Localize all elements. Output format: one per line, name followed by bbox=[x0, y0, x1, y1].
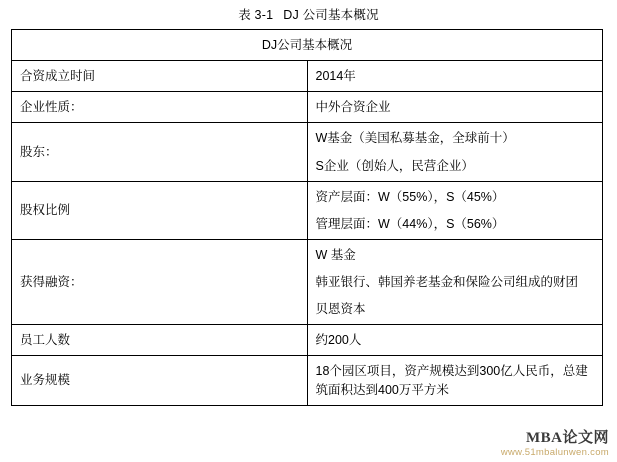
table-caption-text: DJ 公司基本概况 bbox=[283, 8, 379, 22]
row-label: 获得融资： bbox=[12, 239, 308, 324]
row-label: 业务规模 bbox=[12, 356, 308, 405]
row-value-line: W基金（美国私募基金，全球前十） bbox=[315, 131, 515, 146]
row-label: 合资成立时间 bbox=[12, 61, 308, 92]
row-value-line: 2014年 bbox=[315, 69, 356, 84]
row-value bbox=[307, 325, 603, 356]
table-caption-number: 表 3-1 bbox=[238, 8, 274, 22]
row-value bbox=[307, 239, 603, 324]
row-value-line: 管理层面：W（44%），S（56%） bbox=[315, 216, 505, 231]
row-value-line: 18个园区项目，资产规模达到300亿人民币，总建筑面积达到400万平方米 bbox=[315, 364, 588, 397]
table-header-cell: DJ公司基本概况 bbox=[12, 30, 603, 61]
company-overview-table bbox=[11, 29, 603, 406]
table-row bbox=[12, 61, 603, 92]
watermark-url: www.51mbalunwen.com bbox=[500, 447, 609, 459]
row-label: 企业性质： bbox=[12, 92, 308, 123]
table-row bbox=[12, 92, 603, 123]
site-watermark bbox=[501, 431, 609, 458]
row-value bbox=[307, 61, 603, 92]
table-row bbox=[12, 356, 603, 405]
row-value bbox=[307, 356, 603, 405]
row-label: 股权比例 bbox=[12, 181, 308, 239]
row-value-line: 约200人 bbox=[315, 333, 362, 348]
table-row bbox=[12, 181, 603, 239]
watermark-title: MBA论文网 bbox=[526, 430, 609, 447]
table-row bbox=[12, 325, 603, 356]
row-value-line: W 基金 bbox=[315, 247, 356, 262]
row-label: 员工人数 bbox=[12, 325, 308, 356]
row-value bbox=[307, 181, 603, 239]
row-value-line: 韩亚银行、韩国养老基金和保险公司组成的财团 bbox=[315, 275, 579, 289]
row-value-line: 中外合资企业 bbox=[315, 100, 391, 115]
row-value-line: 贝恩资本 bbox=[315, 302, 366, 317]
row-label: 股东： bbox=[12, 123, 308, 181]
row-value bbox=[307, 92, 603, 123]
row-value-line: 资产层面：W（55%），S（45%） bbox=[315, 189, 505, 204]
row-value bbox=[307, 123, 603, 181]
table-row bbox=[12, 123, 603, 181]
table-row bbox=[12, 239, 603, 324]
row-value-line: S企业（创始人，民营企业） bbox=[315, 158, 474, 173]
table-caption bbox=[0, 0, 617, 29]
table-body bbox=[12, 30, 603, 406]
table-header-row bbox=[12, 30, 603, 61]
